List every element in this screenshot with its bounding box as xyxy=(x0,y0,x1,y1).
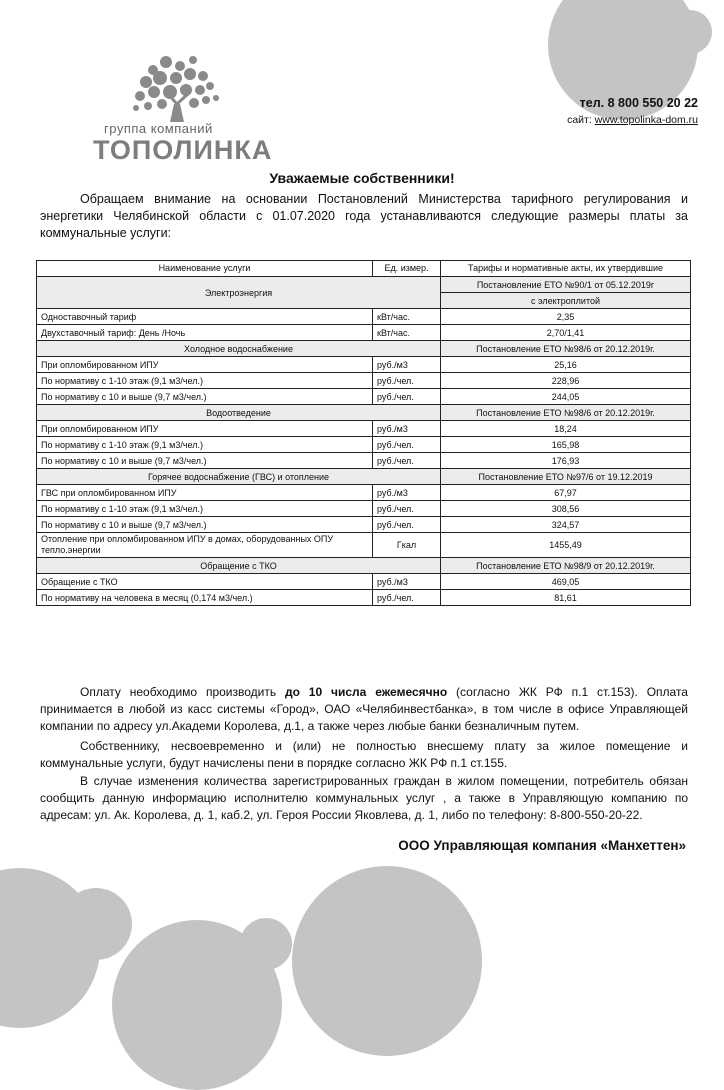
row-name: По нормативу с 1-10 этаж (9,1 м3/чел.) xyxy=(37,373,373,389)
payment-deadline: до 10 числа ежемесячно xyxy=(284,685,448,699)
row-name: По нормативу с 1-10 этаж (9,1 м3/чел.) xyxy=(37,437,373,453)
section-electricity-note: с электроплитой xyxy=(441,293,691,309)
table-row xyxy=(37,574,691,590)
row-name: По нормативу с 10 и выше (9,7 м3/чел.) xyxy=(37,453,373,469)
row-value: 25,16 xyxy=(441,357,691,373)
logo-subtitle: группа компаний xyxy=(104,121,213,136)
decor-circle-top-right-small xyxy=(668,10,712,54)
row-unit: кВт/час. xyxy=(373,325,441,341)
section-row-waste xyxy=(37,558,691,574)
section-waste-act: Постановление ЕТО №98/9 от 20.12.2019г. xyxy=(441,558,691,574)
row-name: По нормативу с 10 и выше (9,7 м3/чел.) xyxy=(37,517,373,533)
row-unit: руб./м3 xyxy=(373,421,441,437)
row-unit: руб./м3 xyxy=(373,485,441,501)
table-row xyxy=(37,325,691,341)
payment-text-after: (согласно ЖК РФ п.1 ст.153). Оплата принимается в любой из касс системы «Город», ОАО «Челябинвестбанка», в том числе в офисе Управляющей компании по адресу ул.Академи Королева, д.1, а также через любые банки безналичным путем. xyxy=(40,685,688,733)
company-signature: ООО Управляющая компания «Манхеттен» xyxy=(398,838,686,853)
table-row xyxy=(37,421,691,437)
table-row xyxy=(37,517,691,533)
row-name: По нормативу на человека в месяц (0,174 м3/чел.) xyxy=(37,590,373,606)
table-row xyxy=(37,590,691,606)
row-unit: кВт/час. xyxy=(373,309,441,325)
section-row-cold-water xyxy=(37,341,691,357)
section-electricity-title: Электроэнергия xyxy=(37,277,441,309)
row-unit: руб./чел. xyxy=(373,517,441,533)
section-drainage-title: Водоотведение xyxy=(37,405,441,421)
payment-text-before: Оплату необходимо производить xyxy=(80,685,285,699)
row-unit: руб./чел. xyxy=(373,373,441,389)
site-link[interactable]: www.topolinka-dom.ru xyxy=(594,114,698,126)
row-value: 2,70/1,41 xyxy=(441,325,691,341)
row-value: 324,57 xyxy=(441,517,691,533)
row-unit: руб./чел. xyxy=(373,389,441,405)
section-row-hot-water xyxy=(37,469,691,485)
section-row-electricity xyxy=(37,277,691,293)
row-value: 2,35 xyxy=(441,309,691,325)
tariff-table xyxy=(36,260,691,606)
row-value: 469,05 xyxy=(441,574,691,590)
website xyxy=(567,114,698,126)
row-value: 81,61 xyxy=(441,590,691,606)
table-row xyxy=(37,485,691,501)
section-electricity-act: Постановление ЕТО №90/1 от 05.12.2019г xyxy=(441,277,691,293)
row-value: 1455,49 xyxy=(441,533,691,558)
row-name: Двухставочный тариф: День /Ночь xyxy=(37,325,373,341)
penalty-paragraph: Собственнику, несвоевременно и (или) не полностью внесшему плату за жилое помещение и коммунальные услуги, будут начислены пени в порядке согласно ЖК РФ п.1 ст.155. xyxy=(40,739,688,770)
table-row xyxy=(37,373,691,389)
row-name: Обращение с ТКО xyxy=(37,574,373,590)
section-row-drainage xyxy=(37,405,691,421)
row-unit: руб./чел. xyxy=(373,453,441,469)
notice-intro: Обращаем внимание на основании Постановлений Министерства тарифного регулирования и энергетики Челябинской области с 01.07.2020 года устанавливаются следующие размеры платы за коммунальные услуги: xyxy=(40,192,688,240)
phone-number: тел. 8 800 550 20 22 xyxy=(579,96,698,110)
row-value: 67,97 xyxy=(441,485,691,501)
row-value: 176,93 xyxy=(441,453,691,469)
section-cold-water-act: Постановление ЕТО №98/6 от 20.12.2019г. xyxy=(441,341,691,357)
row-name: При опломбированном ИПУ xyxy=(37,421,373,437)
row-name: При опломбированном ИПУ xyxy=(37,357,373,373)
row-unit: руб./чел. xyxy=(373,437,441,453)
section-waste-title: Обращение с ТКО xyxy=(37,558,441,574)
header-unit: Ед. измер. xyxy=(373,261,441,277)
row-name: По нормативу с 1-10 этаж (9,1 м3/чел.) xyxy=(37,501,373,517)
decor-circle-bottom-mid-left xyxy=(60,888,132,960)
row-value: 165,98 xyxy=(441,437,691,453)
table-row xyxy=(37,453,691,469)
decor-circle-bottom-right xyxy=(292,866,482,1056)
table-row xyxy=(37,389,691,405)
row-name: По нормативу с 10 и выше (9,7 м3/чел.) xyxy=(37,389,373,405)
row-name: ГВС при опломбированном ИПУ xyxy=(37,485,373,501)
row-unit: Гкал xyxy=(373,533,441,558)
row-name: Одноставочный тариф xyxy=(37,309,373,325)
row-unit: руб./м3 xyxy=(373,574,441,590)
section-hot-water-title: Горячее водоснабжение (ГВС) и отопление xyxy=(37,469,441,485)
logo-title: ТОПОЛИНКА xyxy=(93,135,273,165)
section-hot-water-act: Постановление ЕТО №97/6 от 19.12.2019 xyxy=(441,469,691,485)
header-tariff: Тарифы и нормативные акты, их утвердившие xyxy=(441,261,691,277)
table-row xyxy=(37,309,691,325)
section-cold-water-title: Холодное водоснабжение xyxy=(37,341,441,357)
row-value: 244,05 xyxy=(441,389,691,405)
table-row xyxy=(37,357,691,373)
contact-block xyxy=(567,96,698,126)
row-value: 18,24 xyxy=(441,421,691,437)
row-unit: руб./чел. xyxy=(373,590,441,606)
decor-circle-bottom-center-small xyxy=(240,918,292,970)
site-label: сайт: xyxy=(567,114,595,126)
table-row xyxy=(37,437,691,453)
header-service: Наименование услуги xyxy=(37,261,373,277)
notification-paragraph: В случае изменения количества зарегистрированных граждан в жилом помещении, потребитель обязан сообщить данную информацию исполнителю коммунальных услуг , а также в Управляющую компанию по адресам: ул. Ак. Королева, д. 1, каб.2, ул. Героя России Яковлева, д. 1, либо по телефону: 8-800-550-20-22. xyxy=(40,774,688,822)
table-header-row xyxy=(37,261,691,277)
table-row xyxy=(37,533,691,558)
row-value: 308,56 xyxy=(441,501,691,517)
row-unit: руб./чел. xyxy=(373,501,441,517)
row-value: 228,96 xyxy=(441,373,691,389)
notice-title: Уважаемые собственники! xyxy=(269,170,455,186)
row-unit: руб./м3 xyxy=(373,357,441,373)
section-drainage-act: Постановление ЕТО №98/6 от 20.12.2019г. xyxy=(441,405,691,421)
row-name: Отопление при опломбированном ИПУ в домах, оборудованных ОПУ тепло.энергии xyxy=(37,533,373,558)
payment-paragraph xyxy=(40,684,688,735)
table-row xyxy=(37,501,691,517)
